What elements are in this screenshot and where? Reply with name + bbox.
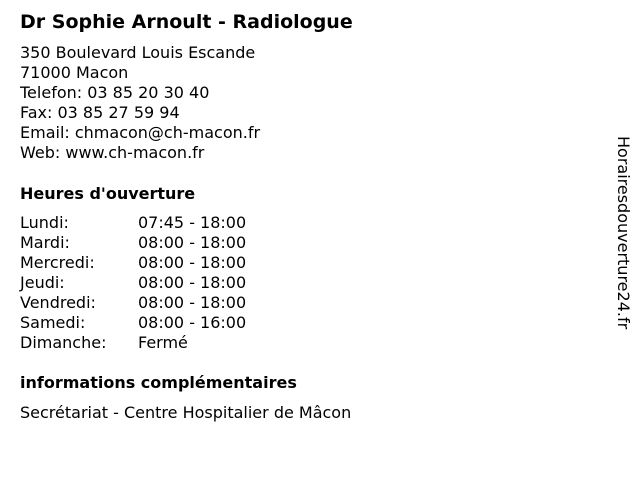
address-city: 71000 Macon (20, 63, 129, 82)
contact-block (20, 43, 580, 163)
listing-card (20, 10, 580, 423)
day-label: Samedi: (20, 313, 86, 332)
hours-row-mardi (20, 233, 580, 253)
hours-row-samedi (20, 313, 580, 333)
hours-row-dimanche (20, 333, 580, 353)
page-title: Dr Sophie Arnoult - Radiologue (20, 11, 353, 33)
time-range: 07:45 - 18:00 (138, 213, 247, 232)
time-range: 08:00 - 18:00 (138, 273, 247, 292)
day-label: Dimanche: (20, 333, 107, 352)
website-address: Web: www.ch-macon.fr (20, 143, 205, 162)
fax-number: Fax: 03 85 27 59 94 (20, 103, 180, 122)
hours-row-vendredi (20, 293, 580, 313)
address-street: 350 Boulevard Louis Escande (20, 43, 256, 62)
time-range: 08:00 - 18:00 (138, 233, 247, 252)
hours-row-lundi (20, 213, 580, 233)
day-label: Mercredi: (20, 253, 95, 272)
hours-table (20, 213, 580, 353)
hours-heading: Heures d'ouverture (20, 184, 196, 203)
hours-row-jeudi (20, 273, 580, 293)
time-range: 08:00 - 16:00 (138, 313, 247, 332)
phone-number: Telefon: 03 85 20 30 40 (20, 83, 210, 102)
day-label: Vendredi: (20, 293, 96, 312)
day-label: Jeudi: (20, 273, 65, 292)
info-heading: informations complémentaires (20, 373, 297, 392)
time-range: 08:00 - 18:00 (138, 293, 247, 312)
hours-row-mercredi (20, 253, 580, 273)
site-watermark: Horairesdouverture24.fr (614, 136, 633, 330)
day-label: Lundi: (20, 213, 69, 232)
time-range: 08:00 - 18:00 (138, 253, 247, 272)
info-text: Secrétariat - Centre Hospitalier de Mâcon (20, 403, 352, 422)
email-address: Email: chmacon@ch-macon.fr (20, 123, 261, 142)
day-label: Mardi: (20, 233, 70, 252)
time-range: Fermé (138, 333, 188, 352)
